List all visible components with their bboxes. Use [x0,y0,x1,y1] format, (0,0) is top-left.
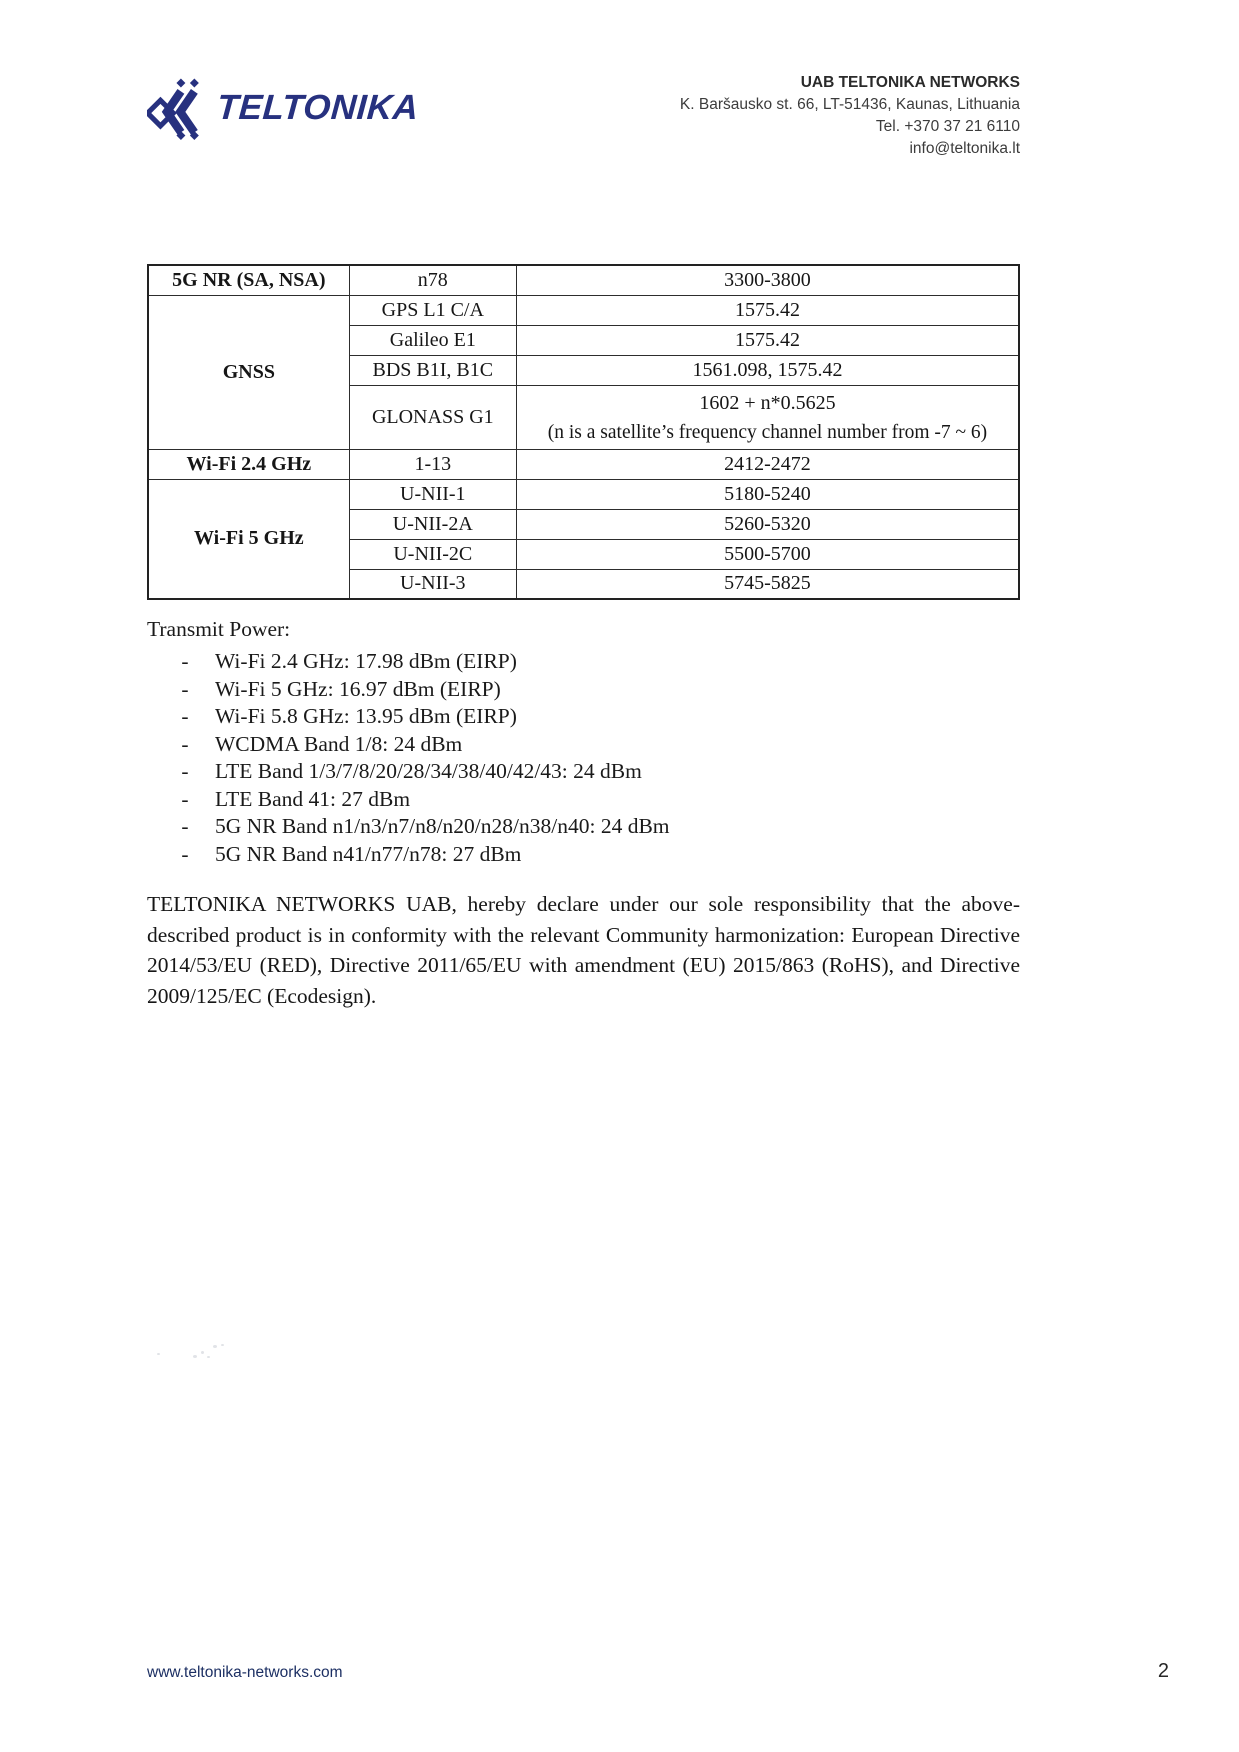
frequency-band-table [147,264,1020,600]
teltonika-logo-icon [147,74,211,142]
company-info-block [680,68,1020,160]
bullet-dash: - [181,841,189,866]
freq-cell: 1575.42 [516,325,1019,355]
list-item [147,703,1020,731]
band-cell: n78 [349,265,516,295]
bullet-dash: - [181,786,189,811]
freq-cell: 5500-5700 [516,539,1019,569]
transmit-power-value: Wi-Fi 2.4 GHz: 17.98 dBm (EIRP) [215,649,517,673]
band-cell: U-NII-3 [349,569,516,599]
table-row [148,479,1019,509]
letterhead [147,0,1020,160]
band-cell: 1-13 [349,449,516,479]
freq-cell: 5745-5825 [516,569,1019,599]
list-item [147,758,1020,786]
bullet-dash: - [181,759,189,783]
freq-cell: 3300-3800 [516,265,1019,295]
company-email: info@teltonika.lt [909,140,1020,157]
band-cell: U-NII-2A [349,509,516,539]
freq-cell: 5180-5240 [516,479,1019,509]
website-link[interactable]: www.teltonika-networks.com [147,1664,343,1681]
freq-cell: 1561.098, 1575.42 [516,355,1019,385]
section-label-cell: 5G NR (SA, NSA) [148,265,349,295]
freq-cell: 2412-2472 [516,449,1019,479]
list-item [147,813,1020,841]
table-row [148,449,1019,479]
transmit-power-value: LTE Band 41: 27 dBm [215,786,411,811]
list-item [147,786,1020,814]
page-number: 2 [1157,1660,1169,1682]
transmit-power-value: WCDMA Band 1/8: 24 dBm [215,731,463,756]
page-footer [147,1660,1169,1683]
list-item [147,731,1020,759]
transmit-power-value: LTE Band 1/3/7/8/20/28/34/38/40/42/43: 24 dBm [215,759,642,783]
bullet-dash: - [181,676,189,701]
freq-cell: 1575.42 [516,295,1019,325]
logo-wordmark: TELTONIKA [215,88,420,127]
bullet-dash: - [181,704,189,728]
band-cell: U-NII-2C [349,539,516,569]
declaration-paragraph: TELTONIKA NETWORKS UAB, hereby declare under our sole responsibility that the above-described product is in conformity with the relevant Community harmonization: European Directive 2014/53/EU (RED), Directive 2011/65/EU with amendment (EU) 2015/863 (RoHS), and Directive 2009/125/EC (Ecodesign). [147,892,1020,1008]
transmit-power-list [147,648,1020,868]
transmit-power-value: 5G NR Band n41/n77/n78: 27 dBm [215,841,522,866]
company-name: UAB TELTONIKA NETWORKS [800,74,1020,91]
freq-cell [516,385,1019,449]
transmit-power-value: Wi-Fi 5 GHz: 16.97 dBm (EIRP) [215,676,501,701]
bullet-dash: - [181,731,189,756]
transmit-power-value: Wi-Fi 5.8 GHz: 13.95 dBm (EIRP) [215,704,517,728]
band-cell: GLONASS G1 [349,385,516,449]
table-row [148,265,1019,295]
section-label-cell: Wi-Fi 5 GHz [148,479,349,599]
list-item [147,676,1020,704]
transmit-power-heading: Transmit Power: [147,617,291,641]
band-cell: Galileo E1 [349,325,516,355]
company-phone: Tel. +370 37 21 6110 [875,118,1020,135]
band-cell: U-NII-1 [349,479,516,509]
list-item [147,648,1020,676]
glonass-frequency-note: (n is a satellite’s frequency channel number from -7 ~ 6) [547,422,988,443]
bullet-dash: - [181,814,189,838]
section-label-cell: Wi-Fi 2.4 GHz [148,449,349,479]
section-label-cell: GNSS [148,295,349,449]
freq-cell: 5260-5320 [516,509,1019,539]
list-item [147,841,1020,869]
band-cell: BDS B1I, B1C [349,355,516,385]
scan-artifact [155,1343,235,1361]
band-cell: GPS L1 C/A [349,295,516,325]
transmit-power-value: 5G NR Band n1/n3/n7/n8/n20/n28/n38/n40: 24 dBm [215,814,670,838]
glonass-frequency: 1602 + n*0.5625 [699,392,836,414]
company-address: K. Baršausko st. 66, LT-51436, Kaunas, Lithuania [679,96,1020,113]
table-row [148,295,1019,325]
teltonika-logo [147,74,419,142]
bullet-dash: - [181,649,189,673]
